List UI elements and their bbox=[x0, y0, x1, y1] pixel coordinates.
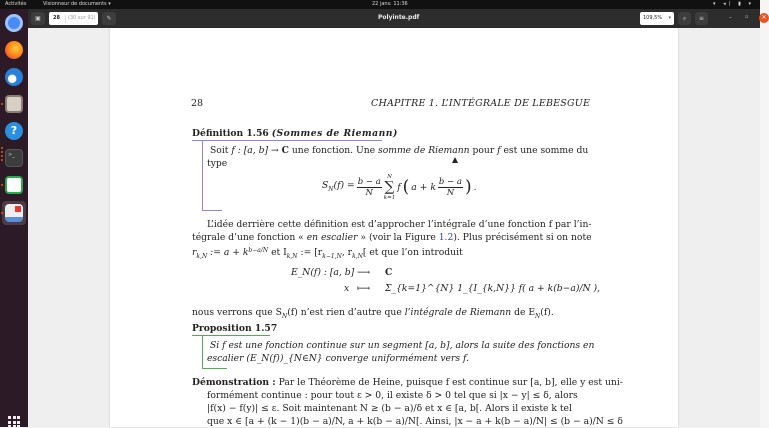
definition-rule bbox=[202, 140, 203, 211]
system-top-bar bbox=[0, 0, 760, 9]
demonstration-line-2: formément continue : pour tout ε > 0, il existe δ > 0 tel que si |x − y| ≤ δ, alors bbox=[207, 390, 578, 401]
proposition-line-2: escalier (E_N(f))_{N∈N} converge uniformément vers f. bbox=[207, 353, 469, 364]
proposition-title: Proposition 1.57 bbox=[192, 323, 278, 334]
paragraph-line-1: L’idée derrière cette définition est d’approcher l’intégrale d’une fonction f par l’in- bbox=[207, 219, 592, 230]
proposition-rule bbox=[202, 335, 203, 369]
proposition-underline bbox=[192, 335, 270, 336]
menu-button[interactable] bbox=[695, 12, 708, 25]
pdf-page bbox=[110, 28, 678, 427]
paragraph-conclusion: nous verrons que $S_N(f)$ n’est rien d’autre que l’intégrale de Riemann de $E_N(f)$. bbox=[192, 307, 554, 320]
mouse-pointer-icon bbox=[452, 157, 458, 163]
proposition-line-1: Si f est une fonction continue sur un segment [a, b], alors la suite des fonctions en bbox=[210, 340, 595, 351]
proposition-rule-foot bbox=[202, 368, 227, 369]
page-count: (30 sur 91) bbox=[65, 15, 96, 23]
document-viewer-icon[interactable] bbox=[5, 204, 23, 222]
sidebar-icon: ▣ bbox=[35, 15, 41, 22]
map-row-2-lhs: x bbox=[344, 283, 350, 294]
viewer-header-bar bbox=[28, 9, 767, 28]
definition-line-2: type bbox=[207, 158, 228, 169]
terminal-icon[interactable]: >_ bbox=[5, 149, 23, 167]
demonstration-line-1: Démonstration : Par le Théorème de Heine, puisque f est continue sur [a, b], elle y est uni- bbox=[192, 377, 623, 388]
running-head: CHAPITRE 1. L’INTÉGRALE DE LEBESGUE bbox=[371, 98, 591, 109]
zoom-select[interactable] bbox=[640, 12, 674, 25]
map-row-1-lhs: E_N(f) : [a, b] bbox=[291, 267, 355, 278]
files-icon[interactable] bbox=[5, 95, 23, 113]
map-row-1-rhs: C bbox=[385, 267, 393, 278]
demonstration-line-4: que x ∈ [a + (k − 1)(b − a)/N, a + k(b − a)/N[. Ainsi, |x − a + k(b − a)/N| ≤ (b − a)/N ≤ δ bbox=[207, 416, 623, 427]
thunderbird-icon[interactable] bbox=[5, 68, 23, 86]
libreoffice-calc-icon[interactable] bbox=[5, 176, 23, 194]
sidebar-toggle-button[interactable] bbox=[31, 12, 45, 25]
minimize-button[interactable]: – bbox=[729, 14, 732, 21]
map-row-1-arrow: ⟶ bbox=[357, 267, 371, 278]
definition-title bbox=[192, 127, 398, 140]
app-menu[interactable]: Visionneur de documents ▾ bbox=[43, 1, 111, 7]
system-tray[interactable]: ▾ ◂) ▮ ▾ bbox=[713, 1, 754, 7]
search-button[interactable] bbox=[678, 12, 691, 25]
riemann-sum-formula: $S_N(f)$ = $\frac{b - a}{N}$ N ∑ k=1 f ( a + k b − a N ) . bbox=[322, 173, 477, 201]
zoom-level: 109,5% bbox=[643, 15, 663, 21]
show-applications-icon[interactable] bbox=[8, 416, 20, 428]
figure-link[interactable]: 1.2 bbox=[438, 232, 454, 243]
close-button[interactable]: ✕ bbox=[759, 13, 769, 23]
clock[interactable]: 22 janv. 11:36 bbox=[372, 1, 408, 7]
firefox-icon[interactable] bbox=[5, 41, 23, 59]
paragraph-line-2: tégrale d’une fonction « en escalier » (voir la Figure 1.2). Plus précisément si on note bbox=[192, 232, 592, 243]
annotate-button[interactable] bbox=[102, 12, 116, 25]
map-row-2-rhs: Σ_{k=1}^{N} 1_{I_{k,N}} f( a + k(b−a)/N ), bbox=[385, 283, 601, 294]
document-title: Polyinte.pdf bbox=[378, 14, 420, 21]
document-viewport[interactable] bbox=[28, 28, 760, 427]
dock bbox=[0, 9, 28, 427]
activities-button[interactable]: Activités bbox=[5, 1, 27, 7]
help-icon[interactable]: ? bbox=[5, 122, 23, 140]
hamburger-menu-icon: ≡ bbox=[698, 15, 705, 22]
demonstration-label: Démonstration : bbox=[192, 377, 276, 388]
definition-underline bbox=[192, 140, 382, 141]
chevron-down-icon: ▾ bbox=[668, 15, 671, 21]
page-number: 28 bbox=[191, 98, 204, 109]
maximize-button[interactable]: ▫ bbox=[745, 14, 749, 20]
definition-rule-foot bbox=[202, 210, 222, 211]
page-number-input[interactable] bbox=[49, 12, 98, 25]
definition-name: (Sommes de Riemann) bbox=[271, 128, 398, 139]
definition-label: Définition 1.56 bbox=[192, 128, 269, 139]
chromium-icon[interactable] bbox=[5, 14, 23, 32]
pencil-icon: ✎ bbox=[106, 15, 112, 22]
demonstration-line-3: |f(x) − f(y)| ≤ ε. Soit maintenant N ≥ (b − a)/δ et x ∈ [a, b[. Alors il existe k tel bbox=[207, 403, 572, 414]
map-row-2-arrow: ⟼ bbox=[357, 283, 371, 294]
search-icon: ⌕ bbox=[682, 15, 687, 22]
current-page: 28 bbox=[53, 15, 60, 21]
paragraph-line-3: $r_{k,N}$ := $a + k^{b-a/N}$ et $I_{k,N}$ := [$r_{k-1,N}$, $r_{k,N}$[ et que l’on introduit bbox=[192, 247, 463, 260]
definition-line-1: Soit f : [a, b] → C une fonction. Une somme de Riemann pour f est une somme du bbox=[210, 145, 589, 156]
